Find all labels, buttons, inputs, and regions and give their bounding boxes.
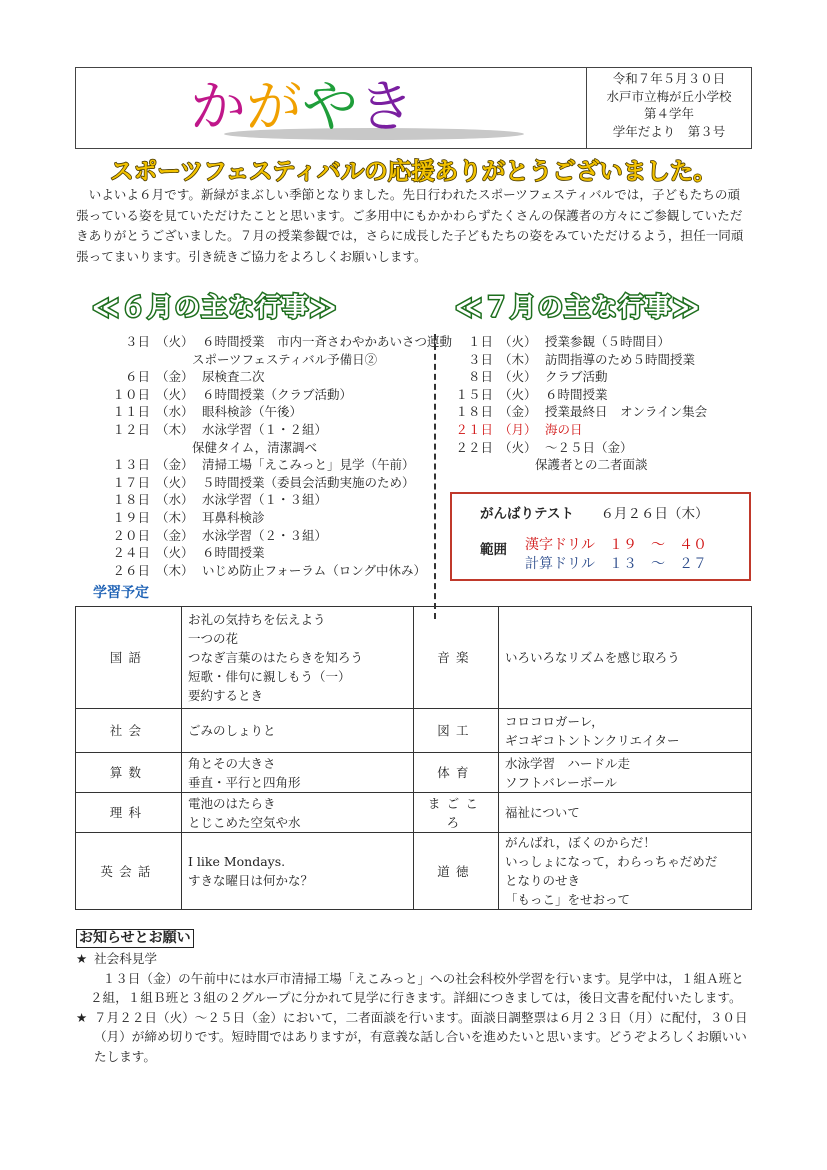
event-weekday: （火） [499,334,537,349]
event-date: １日 [467,334,493,349]
event-weekday: （金） [156,369,194,385]
event-text: 訪問指導のため５時間授業 [545,351,696,367]
july-event [418,456,707,474]
intro-paragraph: いよいよ６月です。新緑がまぶしい季節となりました。先日行われたスポーツフェスティバルでは，子どもたちの頑張っている姿を見ていただけたことと思います。ご多用中にもかかわらずたくさんの保護者の方々にご参観していただきありがとうございました。７月の授業参観では，さらに成長した子どもたちの姿をみていただけるよう，担任一同頑張ってまいります。引き続きご協力をよろしくお願いします。 [76,187,744,264]
event-text: ６時間授業（クラブ活動） [202,386,353,402]
subject-name: 音楽 [414,607,499,709]
star-icon: ★ [76,1009,88,1025]
subject-name: 算数 [76,753,182,793]
event-weekday: （火） [499,369,537,385]
event-text: ～２５日（金） [545,439,633,455]
subject-content [499,793,752,833]
june-event [75,439,452,457]
event-text: 清掃工場「えこみっと」見学（午前） [202,457,415,473]
june-event [75,509,452,527]
july-event [418,351,707,369]
event-text: ５時間授業（委員会活動実施のため） [202,474,415,490]
june-event [75,527,452,545]
event-weekday: （木） [156,421,194,437]
event-text: ６時間授業 [545,386,608,402]
content-line: いっしょになって，わらっちゃだめだ [505,854,718,869]
table-row [76,793,752,833]
subject-content [182,607,414,709]
content-line: すきな曜日は何かな？ [188,873,314,888]
june-events-list [75,333,452,579]
notice-item-2-body: ７月２２日（火）～２５日（金）において，二者面談を行います。面談日調整票は６月２３日（月）に配付，３０日（月）が締め切りです。短時間ではありますが，有意義な話し合いを進めたいと思います。どうぞよろしくお願いいたします。 [94,1009,748,1064]
content-line: ギコギコトントンクリエイター [505,732,680,748]
issue-info [588,70,750,140]
event-weekday: （水） [156,404,194,420]
event-weekday: （火） [499,386,537,402]
june-event [75,368,452,386]
event-weekday: （月） [499,421,537,437]
event-weekday: （火） [156,334,194,349]
event-text: 保護者との二者面談 [535,457,648,473]
content-line: コロコロガーレ， [505,713,604,729]
content-line: 短歌・俳句に親しもう（一） [188,669,351,684]
star-icon: ★ [76,951,88,966]
event-date: ２２日 [455,439,493,455]
test-kanji-range: 漢字ドリル １９ ～ ４０ [525,537,707,553]
content-line: 「もっこ」をせおって [505,892,631,907]
event-date: ６日 [124,369,150,385]
event-weekday: （金） [156,457,194,473]
issue-date: 令和７年５月３０日 [612,71,726,86]
event-date: ８日 [467,369,493,385]
content-line: ごみのしょりと [188,723,276,738]
logo-text: かがやき [190,76,414,140]
grade-name: 第４学年 [643,106,694,121]
content-line: お礼の気持ちを伝えよう [188,612,326,627]
table-row [76,753,752,793]
event-text: 授業参観（５時間目） [545,334,671,349]
june-event [75,386,452,404]
notices-body [76,949,752,1066]
table-row [76,833,752,910]
june-event [75,456,452,474]
june-event [75,421,452,439]
event-text: 保健タイム，清潔調べ [192,439,318,455]
event-text: スポーツフェスティバル予備日② [192,351,378,367]
event-text: 耳鼻科検診 [202,509,265,525]
header-divider [586,68,587,148]
event-weekday: （木） [156,509,194,525]
content-line: いろいろなリズムを感じ取ろう [505,650,680,665]
subject-name: 英会話 [76,833,182,910]
july-event [418,403,707,421]
event-date: １２日 [112,421,150,437]
content-line: 電池のはたらき [188,795,276,811]
study-plan-label: 学習予定 [93,585,149,601]
issue-number: 学年だより 第３号 [612,123,726,139]
event-weekday: （火） [156,386,194,402]
test-range-label: 範囲 [480,542,507,558]
subject-name: 理科 [76,793,182,833]
subject-content [499,607,752,709]
content-line: 水泳学習 ハードル走 [505,755,631,771]
subject-content [499,753,752,793]
event-date: １１日 [112,404,150,420]
content-line: つなぎ言葉のはたらきを知ろう [188,650,364,665]
june-events-title: ≪６月の主な行事≫ [92,293,338,323]
june-event [75,544,452,562]
june-event [75,474,452,492]
event-date: １９日 [112,509,150,525]
content-line: 要約するとき [188,688,264,703]
test-row [480,502,709,522]
event-text: 授業最終日 オンライン集会 [545,404,708,420]
july-event [418,386,707,404]
event-text: ６時間授業 市内一斉さわやかあいさつ運動 [202,334,453,349]
subject-name: まごころ [414,793,499,833]
june-event [75,491,452,509]
event-date: ２６日 [112,562,150,578]
content-line: となりのせき [505,873,581,888]
notices-title: お知らせとお願い [76,929,194,948]
event-weekday: （木） [499,351,537,367]
school-name: 水戸市立梅が丘小学校 [606,88,732,104]
july-event [418,439,707,457]
event-text: 水泳学習（１・２組） [202,421,328,437]
table-row [76,709,752,753]
july-events-title: ≪７月の主な行事≫ [455,293,701,323]
event-date: １８日 [112,492,150,508]
event-date: １０日 [112,386,150,402]
notice-item-1-title: 社会科見学 [94,951,157,966]
event-weekday: （火） [156,474,194,490]
headline: スポーツフェスティバルの応援ありがとうございました。 [110,157,717,185]
newsletter-logo [184,76,524,142]
content-line: とじこめた空気や水 [188,814,301,830]
event-weekday: （火） [156,545,194,561]
event-weekday: （火） [499,439,537,455]
content-line: 福祉について [505,805,580,820]
subject-content [182,833,414,910]
test-date: ６月２６日（木） [600,506,709,522]
subject-name: 国語 [76,607,182,709]
event-date: １５日 [455,386,493,402]
subject-name: 社会 [76,709,182,753]
july-event [418,421,707,439]
subject-content [182,709,414,753]
content-line: I like Mondays. [188,854,286,869]
event-text: 尿検査二次 [202,369,265,385]
subject-content [499,833,752,910]
event-weekday: （金） [499,404,537,420]
event-text: 海の日 [545,421,583,437]
content-line: がんばれ，ぼくのからだ！ [505,835,656,850]
event-text: 水泳学習（２・３組） [202,527,328,543]
content-line: 垂直・平行と四角形 [188,774,301,790]
july-events-list [418,333,707,474]
newsletter-header [75,67,752,149]
event-text: ６時間授業 [202,545,265,561]
event-weekday: （木） [156,562,194,578]
event-text: クラブ活動 [545,369,608,385]
june-event [75,562,452,580]
event-weekday: （金） [156,527,194,543]
event-date: ２４日 [112,545,150,561]
notice-item-1-body: １３日（金）の午前中には水戸市清掃工場「えこみっと」への社会科校外学習を行います。見学中は，１組Ａ班と２組，１組Ｂ班と３組の２グループに分かれて見学に行きます。詳細につきましては，後日文書を配付いたします。 [90,970,744,1005]
content-line: 一つの花 [188,631,239,646]
content-line: 角とその大きさ [188,755,276,771]
subject-name: 図工 [414,709,499,753]
subject-name: 体育 [414,753,499,793]
subject-name: 道徳 [414,833,499,910]
subject-content [182,753,414,793]
test-box [450,492,751,581]
table-row [76,607,752,709]
event-text: いじめ防止フォーラム（ロング中休み） [202,562,427,578]
event-date: １７日 [112,474,150,490]
june-event [75,403,452,421]
july-event [418,368,707,386]
study-plan-table [75,606,752,910]
july-event [418,333,707,351]
test-keisan-range: 計算ドリル １３ ～ ２７ [525,556,707,572]
event-text: 眼科検診（午後） [202,404,303,420]
notice-item-1-title-row [76,949,752,969]
event-date: ２１日 [455,421,493,437]
event-date: ３日 [124,334,150,349]
event-text: 水泳学習（１・３組） [202,492,328,508]
june-event [75,333,452,351]
june-event [75,351,452,369]
notice-item-2 [76,1008,752,1067]
event-date: ３日 [467,351,493,367]
event-date: １８日 [455,404,493,420]
subject-content [499,709,752,753]
subject-content [182,793,414,833]
test-label: がんばりテスト [480,506,574,522]
event-date: １３日 [112,457,150,473]
event-date: ２０日 [112,527,150,543]
event-weekday: （水） [156,492,194,508]
content-line: ソフトバレーボール [505,774,618,790]
